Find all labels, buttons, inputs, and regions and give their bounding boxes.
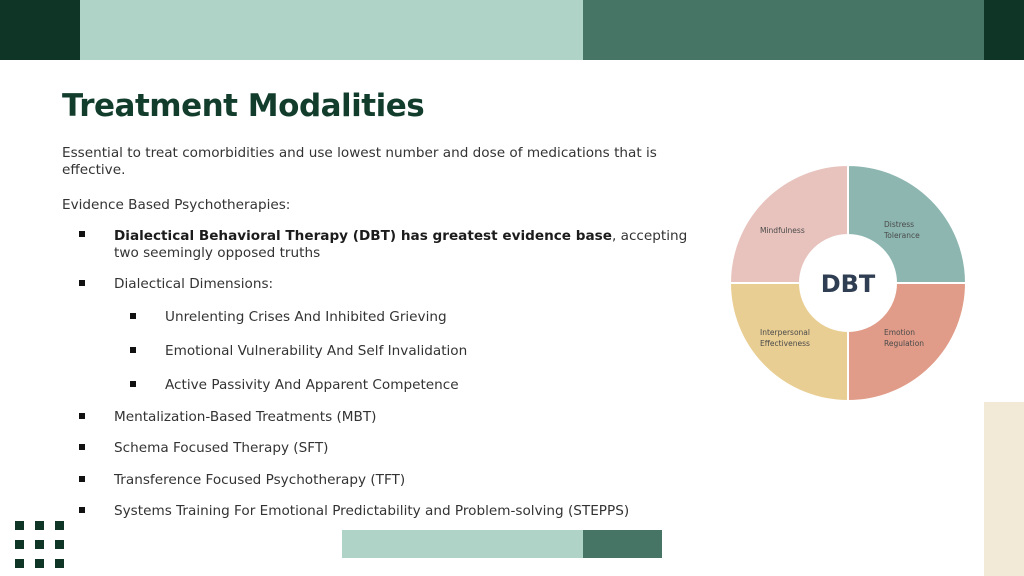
- sub-bullet-vulnerability: Emotional Vulnerability And Self Invalidation: [165, 343, 468, 359]
- bottom-bar-mint: [342, 530, 583, 558]
- bullet-marker: [79, 444, 85, 450]
- dbt-diagram: [728, 163, 968, 403]
- dot: [35, 521, 44, 530]
- bullet-stepps: Systems Training For Emotional Predictability and Problem-solving (STEPPS): [114, 503, 630, 519]
- corner-cream-block: [984, 402, 1024, 576]
- bottom-bar-sage: [583, 530, 662, 558]
- bullet-marker: [79, 231, 85, 237]
- bullet-marker: [79, 507, 85, 513]
- bullet-sft: Schema Focused Therapy (SFT): [114, 440, 329, 456]
- bullet-marker: [79, 476, 85, 482]
- slide-title: Treatment Modalities: [62, 88, 425, 124]
- bullet-dbt: [114, 228, 694, 262]
- bullet-marker: [79, 280, 85, 286]
- top-bar-mint: [80, 0, 583, 60]
- dot: [15, 521, 24, 530]
- bullet-dbt-rest: , accepting two seemingly opposed truths: [114, 228, 688, 261]
- bullet-tft: Transference Focused Psychotherapy (TFT): [114, 472, 406, 488]
- psychotherapies-heading: Evidence Based Psychotherapies:: [62, 197, 291, 213]
- sub-bullet-marker: [130, 381, 136, 387]
- bullet-dbt-bold: Dialectical Behavioral Therapy (DBT) has greatest evidence base: [114, 228, 612, 244]
- top-bar-dark-right: [984, 0, 1024, 60]
- bullet-mbt: Mentalization-Based Treatments (MBT): [114, 409, 377, 425]
- dot: [55, 540, 64, 549]
- bullet-marker: [79, 413, 85, 419]
- segment-label-interpersonal-effectiveness: Interpersonal Effectiveness: [760, 328, 810, 348]
- intro-text: Essential to treat comorbidities and use lowest number and dose of medications that is effective.: [62, 145, 657, 178]
- segment-label-emotion-regulation: Emotion Regulation: [884, 328, 925, 348]
- sub-bullet-marker: [130, 313, 136, 319]
- sub-bullet-crises: Unrelenting Crises And Inhibited Grieving: [165, 309, 447, 325]
- segment-label-mindfulness: Mindfulness: [760, 226, 805, 235]
- segment-label-distress-tolerance: Distress Tolerance: [884, 220, 920, 240]
- dot: [15, 540, 24, 549]
- sub-bullet-passivity: Active Passivity And Apparent Competence: [165, 377, 459, 393]
- bullet-dialectical-dimensions: Dialectical Dimensions:: [114, 276, 274, 292]
- top-bar-dark-left: [0, 0, 80, 60]
- sub-bullet-marker: [130, 347, 136, 353]
- dot: [35, 540, 44, 549]
- dot: [55, 521, 64, 530]
- decorative-dot-grid: [15, 521, 67, 569]
- top-bar-sage: [583, 0, 984, 60]
- diagram-center-label: DBT: [820, 270, 876, 298]
- dot: [55, 559, 64, 568]
- dot: [15, 559, 24, 568]
- dot: [35, 559, 44, 568]
